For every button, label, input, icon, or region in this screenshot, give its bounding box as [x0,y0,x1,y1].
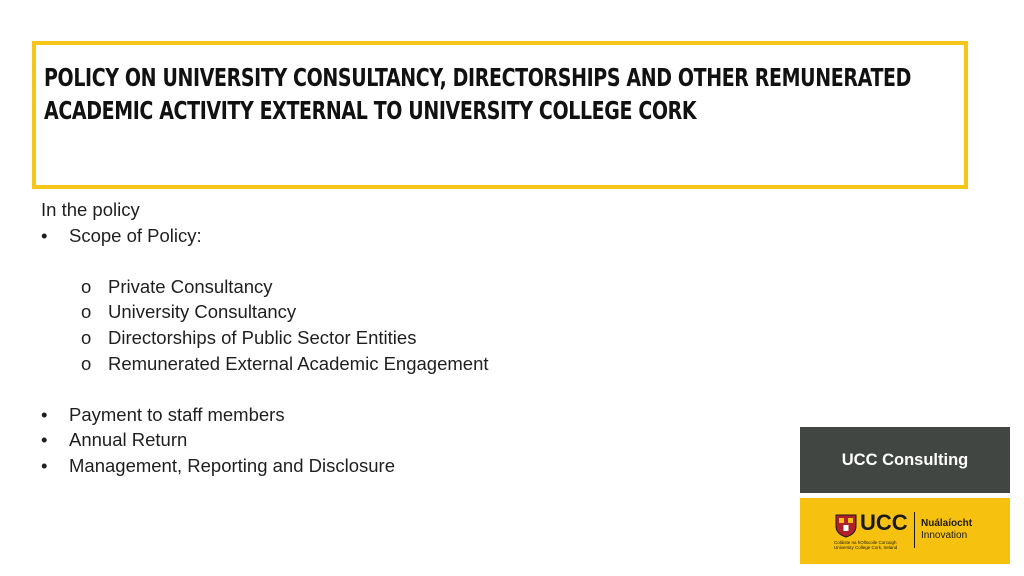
list-item-label: Payment to staff members [69,403,285,425]
consulting-label: UCC Consulting [841,450,969,469]
circle-bullet-icon: o [81,275,92,297]
innovation-label [921,518,972,542]
sub-item-label: Directorships of Public Sector Entities [108,326,417,348]
sub-item-directorships [41,325,661,351]
sub-item-label: University Consultancy [108,301,297,323]
bullet-icon: • [41,429,48,451]
circle-bullet-icon: o [81,352,92,374]
ucc-logo-panel [800,498,1010,564]
list-item-scope [41,223,661,249]
ucc-subtitle-ga: Coláiste na hOllscoile Corcaigh [834,540,897,545]
title-box [32,41,968,189]
sub-item-university-consultancy [41,299,661,325]
sub-item-remunerated-engagement [41,351,661,377]
ucc-subtitle-en: University College Cork, Ireland [834,545,898,550]
spacer [41,376,661,402]
innovation-en: Innovation [921,530,968,541]
list-item-payment [41,402,661,428]
intro-line: In the policy [41,199,140,220]
sub-item-label: Private Consultancy [108,275,273,297]
ucc-consulting-brand [800,427,1010,564]
list-item-management [41,453,661,479]
ucc-crest-icon [835,514,857,538]
policy-content [41,197,661,479]
circle-bullet-icon: o [81,326,92,348]
ucc-subtitle [834,540,914,550]
consulting-banner [800,427,1010,493]
list-item-annual-return [41,427,661,453]
list-item-label: Scope of Policy: [69,224,202,246]
sub-item-label: Remunerated External Academic Engagement [108,352,489,374]
ucc-wordmark: UCC [860,510,908,535]
bullet-icon: • [41,403,48,425]
circle-bullet-icon: o [81,301,92,323]
logo-divider [914,512,915,548]
list-item-label: Annual Return [69,429,188,451]
spacer [41,248,661,274]
bullet-icon: • [41,454,48,476]
sub-item-private-consultancy [41,274,661,300]
page-title: POLICY ON UNIVERSITY CONSULTANCY, DIRECTORSHIPS AND OTHER REMUNERATED ACADEMIC ACTIVITY EXTERNAL TO UNIVERSITY COLLEGE CORK [44,63,912,125]
bullet-icon: • [41,224,48,246]
list-item-label: Management, Reporting and Disclosure [69,454,395,476]
innovation-ga: Nuálaíocht [921,518,973,529]
